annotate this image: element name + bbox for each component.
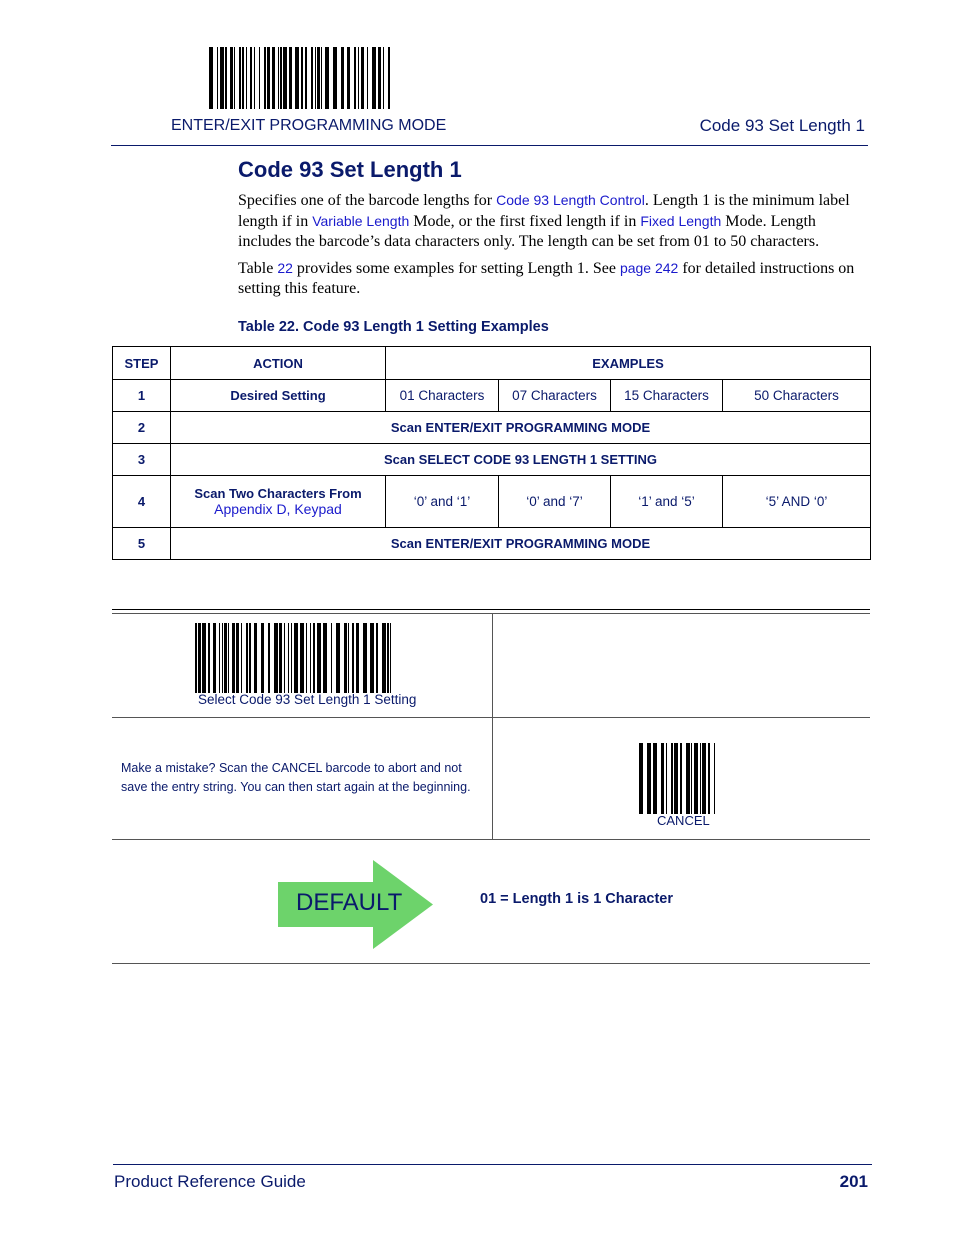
- barcode-bar: [671, 743, 673, 814]
- barcode-bar: [301, 47, 303, 109]
- barcode-bar: [383, 47, 384, 109]
- barcode-bar: [694, 743, 698, 814]
- barcode-bar: [239, 47, 241, 109]
- barcode-bar: [219, 623, 220, 693]
- barcode-bar: [236, 623, 239, 693]
- header-barcode-label: ENTER/EXIT PROGRAMMING MODE: [171, 117, 447, 134]
- para-text: provides some examples for setting Length 1. See: [292, 260, 620, 277]
- barcode-bar: [272, 47, 275, 109]
- enter-exit-programming-barcode: [209, 47, 395, 109]
- step-number: 5: [113, 528, 171, 560]
- step-action: Scan SELECT CODE 93 LENGTH 1 SETTING: [171, 444, 871, 476]
- barcode-bar: [714, 743, 715, 814]
- barcode-bar: [686, 743, 690, 814]
- barcode-bar: [347, 47, 350, 109]
- barcode-bar: [242, 47, 244, 109]
- barcode-bar: [311, 47, 313, 109]
- barcode-bar: [310, 623, 311, 693]
- example-cell: 07 Characters: [499, 380, 611, 412]
- instructions-paragraph: [238, 258, 868, 299]
- step-number: 1: [113, 380, 171, 412]
- barcode-bar: [708, 743, 710, 814]
- barcode-bar: [317, 623, 321, 693]
- barcode-bar: [264, 47, 266, 109]
- step-action: [171, 476, 386, 528]
- barcode-bar: [274, 623, 278, 693]
- barcode-bar: [305, 47, 307, 109]
- barcode-bar: [361, 47, 364, 109]
- barcode-bar: [321, 47, 322, 109]
- barcode-bar: [661, 743, 664, 814]
- barcode-bar: [195, 623, 197, 693]
- barcode-bar: [246, 47, 247, 109]
- header-action: ACTION: [171, 347, 386, 380]
- barcode-bar: [315, 47, 316, 109]
- barcode-bar: [376, 623, 378, 693]
- mistake-instructions: Make a mistake? Scan the CANCEL barcode to abort and not save the entry string. You can then start again at the beginning.: [121, 761, 471, 794]
- grid-bottom-rule: [112, 839, 870, 840]
- barcode-bar: [666, 743, 667, 814]
- fixed-length-link[interactable]: Fixed Length: [640, 213, 722, 229]
- table-row: [113, 380, 871, 412]
- grid-top-rule-inner: [112, 613, 870, 614]
- footer-guide-title: Product Reference Guide: [114, 1172, 306, 1191]
- step-number: 4: [113, 476, 171, 528]
- barcode-bar: [209, 47, 213, 109]
- default-bottom-rule: [112, 963, 870, 964]
- table-22-link[interactable]: 22: [277, 260, 293, 276]
- barcode-bar: [372, 47, 376, 109]
- length-setting-examples-table: [112, 346, 871, 560]
- barcode-bar: [295, 47, 299, 109]
- example-cell: ‘5’ AND ‘0’: [723, 476, 871, 528]
- step-number: 2: [113, 412, 171, 444]
- variable-length-link[interactable]: Variable Length: [312, 213, 410, 229]
- cancel-barcode-label: CANCEL: [657, 813, 710, 828]
- barcode-bar: [344, 623, 347, 693]
- barcode-bar: [254, 47, 255, 109]
- para-text: Table: [238, 260, 278, 277]
- barcode-bar: [224, 623, 227, 693]
- step-action-text: Scan Two Characters From: [194, 486, 362, 501]
- header-step: STEP: [113, 347, 171, 380]
- step-action: Scan ENTER/EXIT PROGRAMMING MODE: [171, 412, 871, 444]
- barcode-bar: [356, 623, 359, 693]
- barcode-bar: [348, 623, 349, 693]
- table-row: [113, 412, 871, 444]
- barcode-bar: [680, 743, 682, 814]
- para-text: for detailed instructions on setting this feature.: [238, 260, 855, 297]
- barcode-bar: [220, 47, 224, 109]
- barcode-bar: [700, 743, 701, 814]
- barcode-bar: [336, 623, 340, 693]
- page-title: Code 93 Set Length 1: [238, 157, 462, 182]
- select-code93-length1-barcode: [195, 623, 394, 693]
- description-paragraph: [238, 190, 868, 252]
- para-text: Mode. Length includes the barcode’s data characters only. The length can be set from 01 to 50 characters.: [238, 213, 820, 250]
- barcode-bar: [202, 623, 206, 693]
- barcode-bar: [354, 47, 356, 109]
- header-examples: EXAMPLES: [386, 347, 871, 380]
- barcode-bar: [241, 623, 242, 693]
- table-row: [113, 476, 871, 528]
- barcode-bar: [317, 47, 320, 109]
- para-text: Mode, or the first fixed length if in: [409, 213, 641, 230]
- barcode-bar: [702, 743, 706, 814]
- barcode-bar: [283, 47, 287, 109]
- barcode-bar: [370, 623, 374, 693]
- example-cell: ‘1’ and ‘5’: [611, 476, 723, 528]
- appendix-d-keypad-link[interactable]: Appendix D, Keypad: [214, 501, 342, 517]
- default-badge: DEFAULT: [296, 889, 403, 916]
- header-section-title: Code 93 Set Length 1: [699, 116, 865, 135]
- step-action: Desired Setting: [171, 380, 386, 412]
- barcode-bar: [647, 743, 651, 814]
- barcode-bar: [653, 743, 657, 814]
- barcode-bar: [254, 623, 257, 693]
- barcode-bar: [387, 623, 389, 693]
- barcode-bar: [259, 47, 260, 109]
- barcode-bar: [306, 623, 307, 693]
- barcode-bar: [250, 47, 252, 109]
- barcode-bar: [378, 47, 381, 109]
- footer-rule: [113, 1164, 872, 1165]
- barcode-bar: [228, 623, 229, 693]
- grid-column-divider: [492, 613, 493, 839]
- barcode-bar: [267, 47, 270, 109]
- example-cell: 15 Characters: [611, 380, 723, 412]
- para-text: . Length 1 is the minimum label length if in: [238, 192, 850, 230]
- barcode-bar: [279, 623, 282, 693]
- barcode-bar: [325, 47, 329, 109]
- barcode-bar: [284, 623, 285, 693]
- barcode-bar: [217, 47, 218, 109]
- barcode-bar: [208, 623, 210, 693]
- barcode-bar: [289, 47, 292, 109]
- barcode-bar: [367, 47, 368, 109]
- barcode-bar: [261, 623, 264, 693]
- barcode-bar: [313, 623, 315, 693]
- grid-top-rule: [112, 609, 870, 610]
- barcode-bar: [363, 623, 367, 693]
- barcode-bar: [268, 623, 270, 693]
- barcode-bar: [691, 743, 692, 814]
- barcode-bar: [234, 47, 235, 109]
- barcode-bar: [294, 623, 298, 693]
- barcode-bar: [278, 47, 279, 109]
- barcode-bar: [246, 623, 248, 693]
- barcode-bar: [358, 47, 359, 109]
- barcode-bar: [225, 47, 227, 109]
- barcode-bar: [639, 743, 643, 814]
- barcode-bar: [333, 47, 337, 109]
- table-header-row: [113, 347, 871, 380]
- example-cell: 50 Characters: [723, 380, 871, 412]
- step-action: Scan ENTER/EXIT PROGRAMMING MODE: [171, 528, 871, 560]
- barcode-bar: [280, 47, 282, 109]
- barcode-bar: [674, 743, 678, 814]
- step-number: 3: [113, 444, 171, 476]
- barcode-bar: [352, 623, 354, 693]
- barcode-bar: [288, 623, 289, 693]
- barcode-bar: [388, 47, 390, 109]
- barcode-bar: [222, 623, 223, 693]
- barcode-bar: [291, 623, 292, 693]
- table-caption: Table 22. Code 93 Length 1 Setting Examples: [238, 319, 549, 335]
- page-242-link[interactable]: page 242: [619, 260, 679, 276]
- example-cell: ‘0’ and ‘7’: [499, 476, 611, 528]
- barcode-bar: [249, 623, 251, 693]
- select-barcode-label: Select Code 93 Set Length 1 Setting: [198, 692, 417, 707]
- table-row: [113, 444, 871, 476]
- example-cell: 01 Characters: [386, 380, 499, 412]
- barcode-bar: [382, 623, 386, 693]
- example-cell: ‘0’ and ‘1’: [386, 476, 499, 528]
- grid-middle-rule: [112, 717, 870, 718]
- barcode-bar: [323, 623, 327, 693]
- page-number: 201: [839, 1172, 868, 1191]
- barcode-bar: [198, 623, 201, 693]
- barcode-bar: [331, 623, 332, 693]
- table-row: [113, 528, 871, 560]
- barcode-bar: [232, 623, 235, 693]
- para-text: Specifies one of the barcode lengths for: [238, 192, 497, 209]
- barcode-bar: [213, 623, 216, 693]
- barcode-bar: [341, 47, 344, 109]
- barcode-bar: [300, 623, 304, 693]
- default-description: 01 = Length 1 is 1 Character: [480, 891, 674, 907]
- code93-length-control-link[interactable]: Code 93 Length Control: [496, 192, 645, 208]
- cancel-barcode: [639, 743, 718, 814]
- barcode-bar: [390, 623, 391, 693]
- header-rule: [111, 145, 868, 146]
- barcode-bar: [230, 47, 233, 109]
